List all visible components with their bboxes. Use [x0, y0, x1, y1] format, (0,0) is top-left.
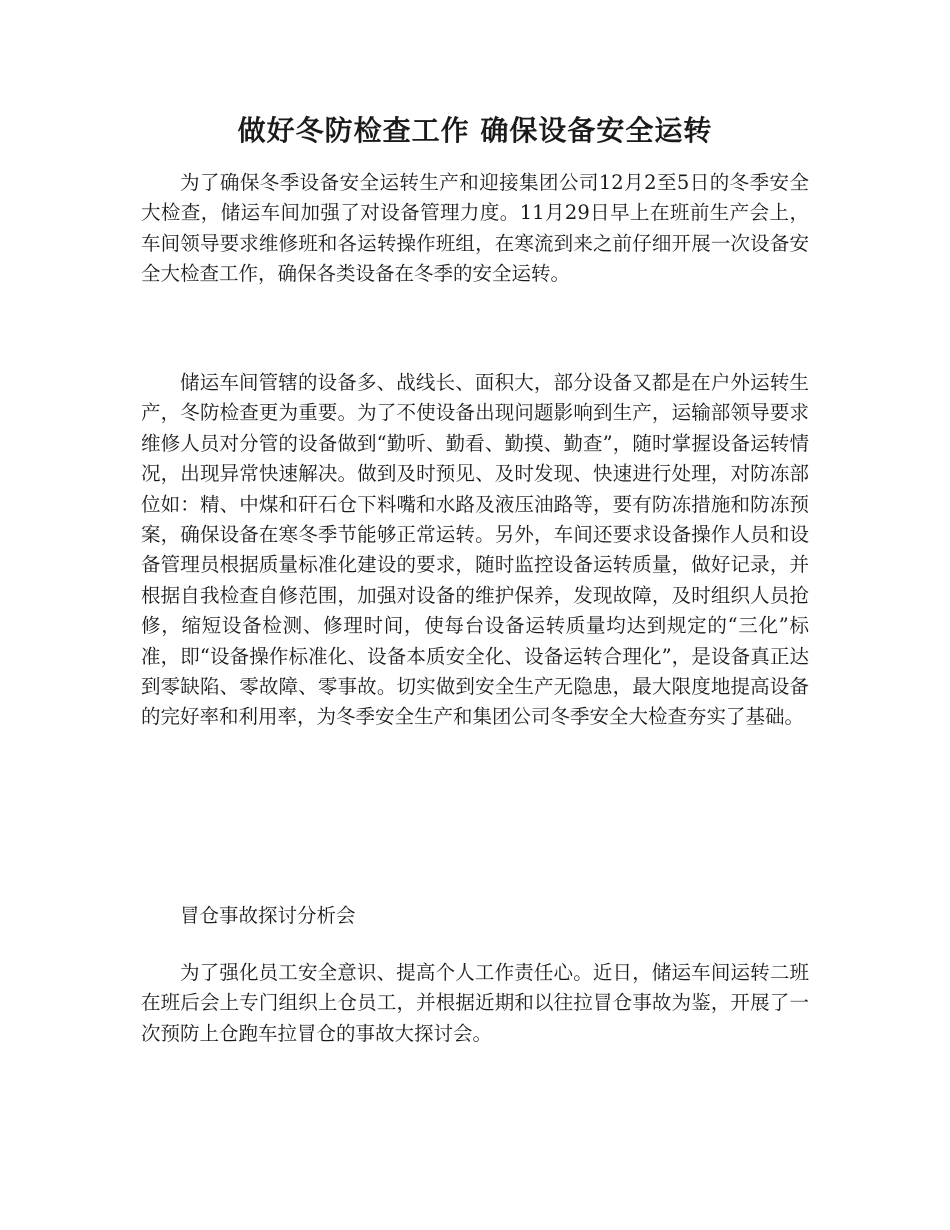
document-title: 做好冬防检查工作 确保设备安全运转 [237, 114, 713, 147]
paragraph-3: 为了强化员工安全意识、提高个人工作责任心。近日，储运车间运转二班在班后会上专门组织上仓员工，并根据近期和以往拉冒仓事故为鉴，开展了一次预防上仓跑车拉冒仓的事故大探讨会。 [141, 961, 809, 1045]
paragraph-1: 为了确保冬季设备安全运转生产和迎接集团公司12月2至5日的冬季安全大检查，储运车间加强了对设备管理力度。11月29日早上在班前生产会上，车间领导要求维修班和各运转操作班组，在寒流到来之前仔细开展一次设备安全大检查工作，确保各类设备在冬季的安全运转。 [141, 171, 809, 286]
section-heading: 冒仓事故探讨分析会 [180, 904, 356, 927]
paragraph-2: 储运车间管辖的设备多、战线长、面积大，部分设备又都是在户外运转生产，冬防检查更为重要。为了不使设备出现问题影响到生产，运输部领导要求维修人员对分管的设备做到“勤听、勤看、勤摸、勤查”，随时掌握设备运转情况，出现异常快速解决。做到及时预见、及时发现、快速进行处理，对防冻部位如：精、中煤和矸石仓下料嘴和水路及液压油路等，要有防冻措施和防冻预案，确保设备在寒冬季节能够正常运转。另外，车间还要求设备操作人员和设备管理员根据质量标准化建设的要求，随时监控设备运转质量，做好记录，并根据自我检查自修范围，加强对设备的维护保养，发现故障，及时组织人员抢修，缩短设备检测、修理时间，使每台设备运转质量均达到规定的“三化”标准，即“设备操作标准化、设备本质安全化、设备运转合理化”，是设备真正达到零缺陷、零故障、零事故。切实做到安全生产无隐患，最大限度地提高设备的完好率和利用率，为冬季安全生产和集团公司冬季安全大检查夯实了基础。 [141, 371, 809, 729]
